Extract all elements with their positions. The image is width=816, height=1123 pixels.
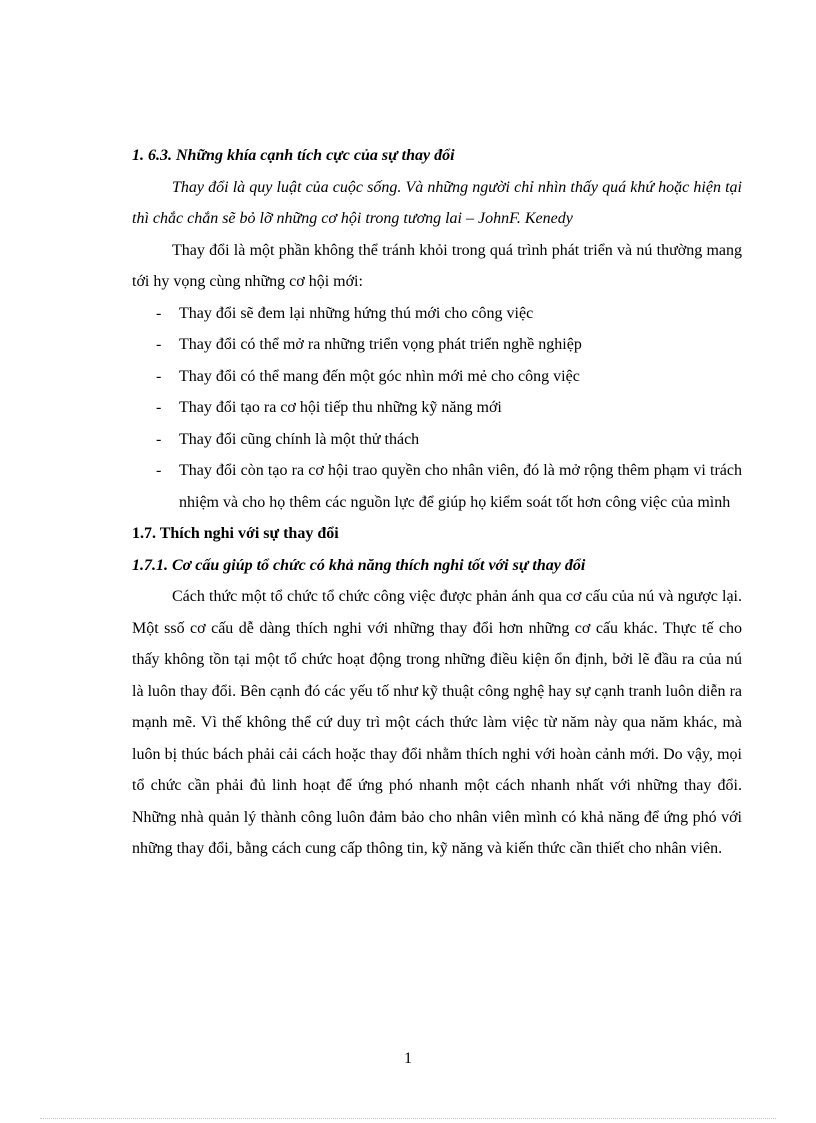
list-item-text: Thay đổi có thể mang đến một góc nhìn mới mẻ cho công việc [179,367,580,385]
list-item-text: Thay đổi còn tạo ra cơ hội trao quyền cho nhân viên, đó là mở rộng thêm phạm vi trách nhiệm và cho họ thêm các nguồn lực để giúp họ kiểm soát tốt hơn công việc của mình [179,462,742,511]
list-item [132,455,742,518]
body-paragraph: Cách thức một tổ chức tổ chức công việc được phản ánh qua cơ cấu của nú và ngược lại. Một ssố cơ cấu dễ dàng thích nghi với những thay đổi hơn những cơ cấu khác. Thực tế cho thấy không tồn tại một tổ chức hoạt động trong những điều kiện ổn định, bởi lẽ đầu ra của nú là luôn thay đổi. Bên cạnh đó các yếu tố như kỹ thuật công nghệ hay sự cạnh tranh luôn diễn ra mạnh mẽ. Vì thế không thể cứ duy trì một cách thức làm việc từ năm này qua năm khác, mà luôn bị thúc bách phải cải cách hoặc thay đổi nhằm thích nghi với hoàn cảnh mới. Do vậy, mọi tổ chức cần phải đủ linh hoạt để ứng phó nhanh một cách nhanh nhất với những thay đổi. Những nhà quản lý thành công luôn đảm bảo cho nhân viên mình có khả năng để ứng phó với những thay đổi, bằng cách cung cấp thông tin, kỹ năng và kiến thức cần thiết cho nhân viên. [132,588,742,857]
page-number: 1 [404,1050,412,1067]
bullet-marker: - [156,462,162,479]
section-heading-1-6-3: 1. 6.3. Những khía cạnh tích cực của sự thay đổi [132,147,455,164]
bullet-marker: - [156,430,162,448]
list-item [132,298,742,330]
bullet-marker: - [156,336,162,353]
list-item-text: Thay đổi cũng chính là một thử thách [179,430,420,448]
bullet-marker: - [156,399,162,416]
list-item [132,392,742,424]
bullet-marker: - [156,304,162,322]
section-heading-1-7: 1.7. Thích nghi với sự thay đổi [132,525,339,542]
intro-paragraph: Thay đổi là một phần không thể tránh khỏi trong quá trình phát triển và nú thường mang tới hy vọng cùng những cơ hội mới: [132,241,742,290]
benefits-list [132,298,742,519]
list-item-text: Thay đổi sẽ đem lại những hứng thú mới cho công việc [179,304,534,322]
list-item-text: Thay đổi có thể mở ra những triển vọng phát triển nghề nghiệp [179,336,582,353]
quote-kennedy: Thay đổi là quy luật của cuộc sống. Và những người chỉ nhìn thấy quá khứ hoặc hiện tại thì chắc chắn sẽ bỏ lỡ những cơ hội trong tương lai – JohnF. Kenedy [132,178,742,227]
page-bottom-divider [40,1118,776,1119]
bullet-marker: - [156,367,162,385]
list-item [132,424,742,456]
page-content [132,140,742,865]
section-heading-1-7-1: 1.7.1. Cơ cấu giúp tổ chức có khả năng thích nghi tốt với sự thay đổi [132,556,586,574]
list-item-text: Thay đổi tạo ra cơ hội tiếp thu những kỹ năng mới [179,399,502,416]
list-item [132,329,742,361]
list-item [132,361,742,393]
